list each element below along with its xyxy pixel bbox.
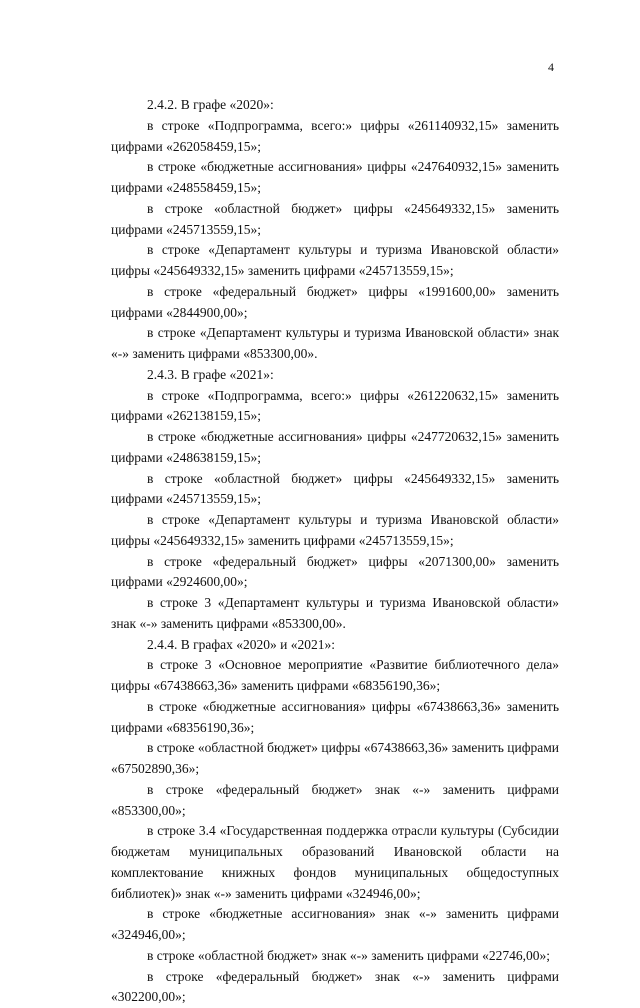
paragraph: в строке «бюджетные ассигнования» цифры «67438663,36» заменить цифрами «68356190,36»; [111,697,559,739]
paragraph: в строке «областной бюджет» цифры «67438663,36» заменить цифрами «67502890,36»; [111,738,559,780]
paragraph: в строке «федеральный бюджет» цифры «1991600,00» заменить цифрами «2844900,00»; [111,282,559,324]
paragraph: в строке 3.4 «Государственная поддержка отрасли культуры (Субсидии бюджетам муниципальных образований Ивановской области на комплектование книжных фондов муниципальных общедоступных библиотек)» знак «-» заменить цифрами «324946,00»; [111,821,559,904]
paragraph: в строке «Департамент культуры и туризма Ивановской области» цифры «245649332,15» заменить цифрами «245713559,15»; [111,240,559,282]
paragraph: в строке «Подпрограмма, всего:» цифры «261220632,15» заменить цифрами «262138159,15»; [111,386,559,428]
paragraph: в строке «бюджетные ассигнования» цифры «247720632,15» заменить цифрами «248638159,15»; [111,427,559,469]
paragraph: в строке «федеральный бюджет» знак «-» заменить цифрами «302200,00»; [111,967,559,1008]
paragraph: в строке «федеральный бюджет» знак «-» заменить цифрами «853300,00»; [111,780,559,822]
paragraph: в строке «областной бюджет» цифры «245649332,15» заменить цифрами «245713559,15»; [111,199,559,241]
section-heading-2-4-2: 2.4.2. В графе «2020»: [111,95,559,116]
paragraph: в строке «Подпрограмма, всего:» цифры «261140932,15» заменить цифрами «262058459,15»; [111,116,559,158]
section-heading-2-4-4: 2.4.4. В графах «2020» и «2021»: [111,635,559,656]
paragraph: в строке «федеральный бюджет» цифры «2071300,00» заменить цифрами «2924600,00»; [111,552,559,594]
paragraph: в строке «Департамент культуры и туризма Ивановской области» знак «-» заменить цифрами «853300,00». [111,323,559,365]
paragraph: в строке «бюджетные ассигнования» цифры «247640932,15» заменить цифрами «248558459,15»; [111,157,559,199]
paragraph: в строке 3 «Основное мероприятие «Развитие библиотечного дела» цифры «67438663,36» заменить цифрами «68356190,36»; [111,655,559,697]
page-number: 4 [548,60,554,75]
document-body [111,95,559,1008]
paragraph: в строке «областной бюджет» цифры «245649332,15» заменить цифрами «245713559,15»; [111,469,559,511]
paragraph: в строке «бюджетные ассигнования» знак «-» заменить цифрами «324946,00»; [111,904,559,946]
paragraph: в строке «Департамент культуры и туризма Ивановской области» цифры «245649332,15» заменить цифрами «245713559,15»; [111,510,559,552]
section-heading-2-4-3: 2.4.3. В графе «2021»: [111,365,559,386]
paragraph: в строке 3 «Департамент культуры и туризма Ивановской области» знак «-» заменить цифрами «853300,00». [111,593,559,635]
paragraph: в строке «областной бюджет» знак «-» заменить цифрами «22746,00»; [111,946,559,967]
